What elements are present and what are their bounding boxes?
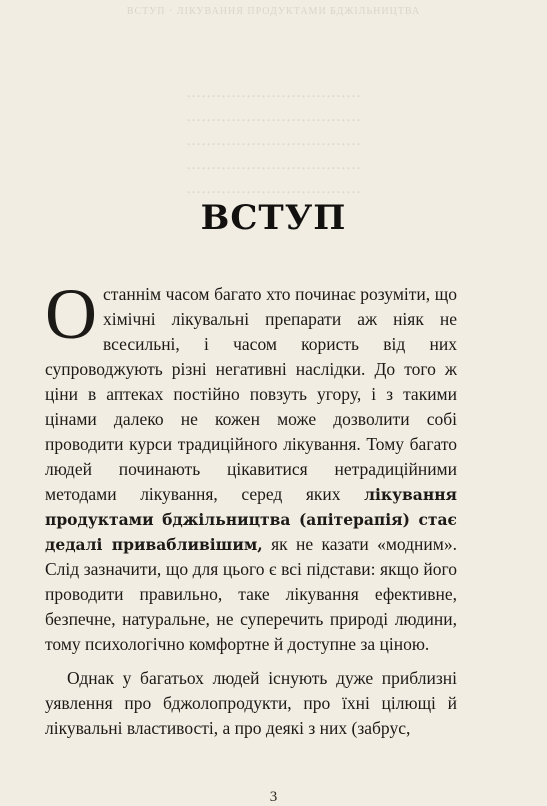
show-through-text: ··································· ··································· ··································· ··································· ··································· bbox=[186, 89, 361, 201]
body-text bbox=[45, 274, 457, 741]
paragraph-1-bold: лікування продуктами бджільництва (апітерапія) стає дедалі привабливішим, bbox=[45, 485, 457, 554]
chapter-title: ВСТУП bbox=[200, 198, 347, 238]
drop-cap: О bbox=[45, 274, 97, 354]
paragraph-1-part-1: станнім часом багато хто починає розуміти, що хімічні лікувальні препарати аж ніяк не всесильні, і часом користь від них супроводжують різні негативні наслідки. До того ж ціни в аптеках постійно повзуть угору, і з такими цінами далеко не кожен може дозволити собі проводити курси традиційного лікування. Тому багато людей починають цікавитися нетрадиційними методами лікування, серед яких bbox=[45, 284, 457, 504]
page-number: 3 bbox=[269, 789, 278, 805]
show-through-header: ВСТУП · ЛІКУВАННЯ ПРОДУКТАМИ БДЖІЛЬНИЦТВА bbox=[126, 6, 421, 17]
paragraph-2: Однак у багатьох людей існують дуже приблизні уявлення про бджолопродукти, про їхні цілющі й лікувальні властивості, а про деякі з них (забрус, bbox=[45, 668, 457, 738]
paragraph-1 bbox=[45, 274, 457, 657]
paragraph-1-part-2: як не казати «модним». Слід зазначити, що для цього є всі підстави: якщо його проводити правильно, таке лікування ефективне, безпечне, натуральне, не суперечить природі людини, тому психологічно комфортне й доступне за ціною. bbox=[45, 534, 457, 654]
